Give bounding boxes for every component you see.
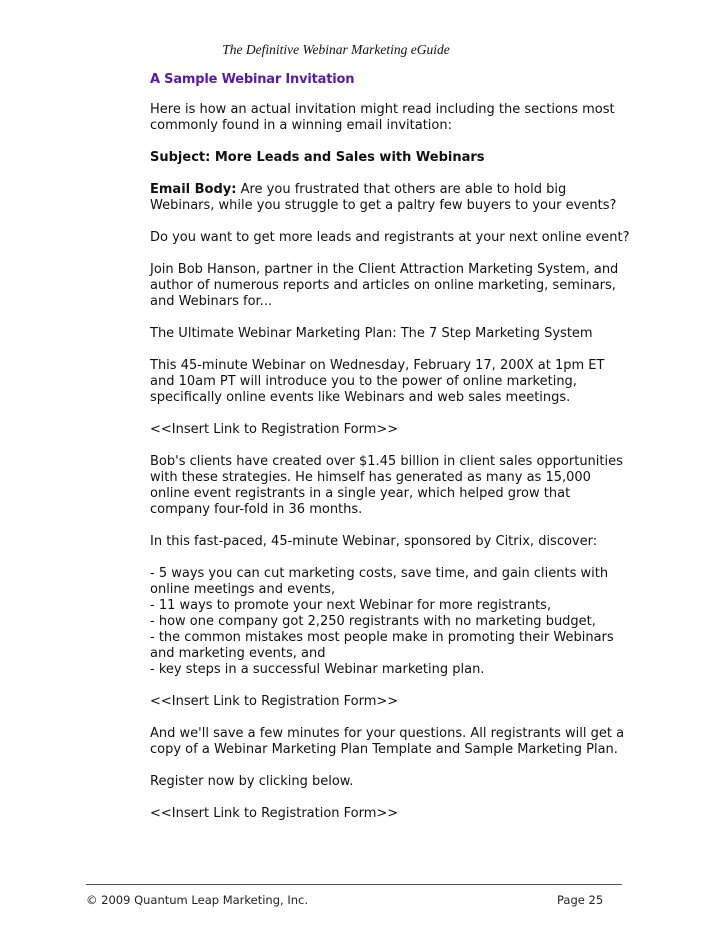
- footer-divider: [86, 884, 622, 885]
- list-item: - 11 ways to promote your next Webinar for more registrants,: [150, 598, 552, 613]
- email-body-paragraph: [150, 182, 630, 214]
- intro-paragraph: Here is how an actual invitation might read including the sections most commonly found in a winning email invitation:: [150, 102, 615, 133]
- list-item: - 5 ways you can cut marketing costs, save time, and gain clients with online meetings and events,: [150, 566, 609, 597]
- paragraph-schedule: This 45-minute Webinar on Wednesday, February 17, 200X at 1pm ET and 10am PT will introduce you to the power of online marketing, specifically online events like Webinars and web sales meetings.: [150, 358, 605, 405]
- page-content: [150, 72, 630, 822]
- paragraph-register: Register now by clicking below.: [150, 774, 354, 789]
- document-header: The Definitive Webinar Marketing eGuide: [222, 42, 450, 57]
- paragraph-leads: Do you want to get more leads and registrants at your next online event?: [150, 230, 630, 245]
- paragraph-presenter: Join Bob Hanson, partner in the Client Attraction Marketing System, and author of numerous reports and articles on online marketing, seminars, and Webinars for...: [150, 262, 619, 309]
- list-item: - the common mistakes most people make in promoting their Webinars and marketing events, and: [150, 630, 614, 661]
- section-title: A Sample Webinar Invitation: [150, 72, 355, 87]
- footer-copyright: © 2009 Quantum Leap Marketing, Inc.: [86, 893, 308, 907]
- email-body-text: Are you frustrated that others are able to hold big Webinars, while you struggle to get a paltry few buyers to your events?: [150, 182, 617, 213]
- registration-link[interactable]: <<Insert Link to Registration Form>>: [150, 806, 399, 821]
- list-item: - how one company got 2,250 registrants with no marketing budget,: [150, 614, 596, 629]
- bullet-list: [150, 566, 630, 678]
- email-body-label: Email Body:: [150, 182, 237, 197]
- page-number: Page 25: [557, 893, 604, 907]
- paragraph-questions: And we'll save a few minutes for your questions. All registrants will get a copy of a Webinar Marketing Plan Template and Sample Marketing Plan.: [150, 726, 625, 757]
- registration-link[interactable]: <<Insert Link to Registration Form>>: [150, 694, 399, 709]
- list-item: - key steps in a successful Webinar marketing plan.: [150, 662, 485, 677]
- paragraph-results: Bob's clients have created over $1.45 billion in client sales opportunities with these strategies. He himself has generated as many as 15,000 online event registrants in a single year, which helped grow that company four-fold in 36 months.: [150, 454, 623, 517]
- paragraph-discover: In this fast-paced, 45-minute Webinar, sponsored by Citrix, discover:: [150, 534, 598, 549]
- webinar-title: The Ultimate Webinar Marketing Plan: The 7 Step Marketing System: [150, 326, 593, 341]
- email-subject: Subject: More Leads and Sales with Webinars: [150, 150, 485, 165]
- registration-link[interactable]: <<Insert Link to Registration Form>>: [150, 422, 399, 437]
